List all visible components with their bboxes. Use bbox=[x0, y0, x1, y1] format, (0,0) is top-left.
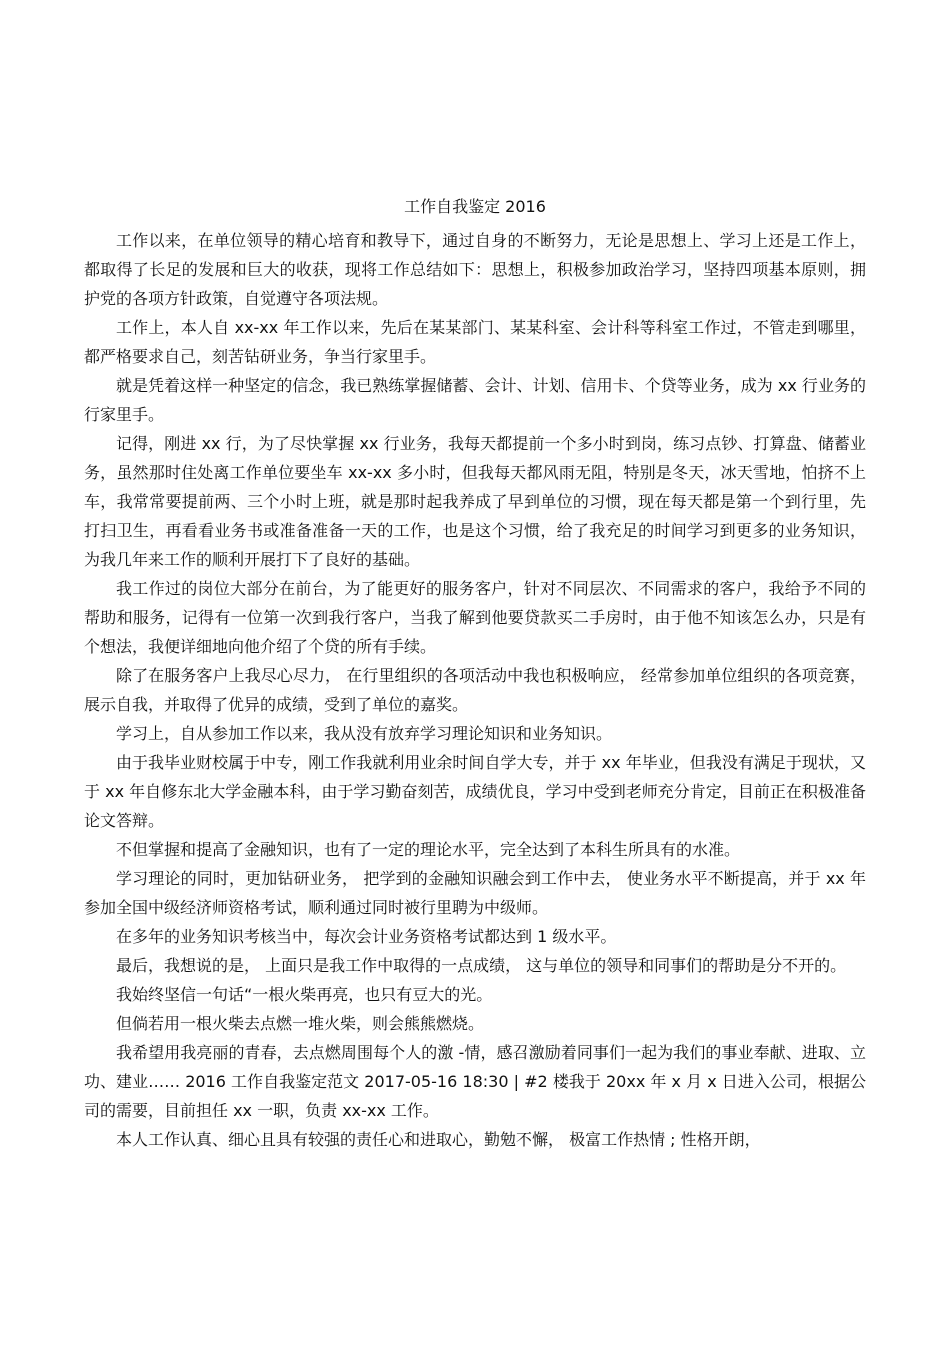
document-title: 工作自我鉴定 2016 bbox=[404, 197, 546, 216]
document-page bbox=[84, 190, 866, 1154]
paragraph-5: 我工作过的岗位大部分在前台，为了能更好的服务客户，针对不同层次、不同需求的客户，我给予不同的帮助和服务，记得有一位第一次到我行客户，当我了解到他要贷款买二手房时，由于他不知该怎么办，只是有个想法，我便详细地向他介绍了个贷的所有手续。 bbox=[84, 579, 866, 656]
paragraph-6: 除了在服务客户上我尽心尽力， 在行里组织的各项活动中我也积极响应， 经常参加单位组织的各项竞赛，展示自我，并取得了优异的成绩，受到了单位的嘉奖。 bbox=[84, 666, 866, 714]
paragraph-3: 就是凭着这样一种坚定的信念，我已熟练掌握储蓄、会计、计划、信用卡、个贷等业务，成为 xx 行业务的行家里手。 bbox=[84, 376, 866, 424]
paragraph-16: 本人工作认真、细心且具有较强的责任心和进取心，勤勉不懈， 极富工作热情 ; 性格开朗， bbox=[116, 1130, 761, 1149]
paragraph-1: 工作以来，在单位领导的精心培育和教导下，通过自身的不断努力，无论是思想上、学习上还是工作上，都取得了长足的发展和巨大的收获，现将工作总结如下：思想上，积极参加政治学习，坚持四项基本原则，拥护党的各项方针政策，自觉遵守各项法规。 bbox=[84, 231, 866, 308]
paragraph-14: 但倘若用一根火柴去点燃一堆火柴，则会熊熊燃烧。 bbox=[116, 1014, 485, 1033]
paragraph-10: 学习理论的同时，更加钻研业务， 把学到的金融知识融会到工作中去， 使业务水平不断提高，并于 xx 年参加全国中级经济师资格考试，顺利通过同时被行里聘为中级师。 bbox=[84, 869, 866, 917]
paragraph-2: 工作上，本人自 xx-xx 年工作以来，先后在某某部门、某某科室、会计科等科室工作过，不管走到哪里，都严格要求自己，刻苦钻研业务，争当行家里手。 bbox=[84, 318, 866, 366]
paragraph-7: 学习上，自从参加工作以来，我从没有放弃学习理论知识和业务知识。 bbox=[116, 724, 613, 743]
paragraph-13: 我始终坚信一句话“一根火柴再亮，也只有豆大的光。 bbox=[116, 985, 493, 1004]
paragraph-4: 记得，刚进 xx 行，为了尽快掌握 xx 行业务，我每天都提前一个多小时到岗，练习点钞、打算盘、储蓄业务，虽然那时住处离工作单位要坐车 xx-xx 多小时，但我每天都风雨无阻，特别是冬天，冰天雪地，怕挤不上车，我常常要提前两、三个小时上班，就是那时起我养成了早到单位的习惯，现在每天都是第一个到行里，先打扫卫生，再看看业务书或准备准备一天的工作，也是这个习惯，给了我充足的时间学习到更多的业务知识，为我几年来工作的顺利开展打下了良好的基础。 bbox=[84, 434, 866, 569]
paragraph-11: 在多年的业务知识考核当中，每次会计业务资格考试都达到 1 级水平。 bbox=[116, 927, 617, 946]
paragraph-12: 最后，我想说的是， 上面只是我工作中取得的一点成绩， 这与单位的领导和同事们的帮助是分不开的。 bbox=[116, 956, 847, 975]
paragraph-8: 由于我毕业财校属于中专，刚工作我就利用业余时间自学大专，并于 xx 年毕业，但我没有满足于现状，又于 xx 年自修东北大学金融本科，由于学习勤奋刻苦，成绩优良，学习中受到老师充分肯定，目前正在积极准备论文答辩。 bbox=[84, 753, 866, 830]
paragraph-15: 我希望用我亮丽的青春，去点燃周围每个人的激 -情，感召激励着同事们一起为我们的事业奉献、进取、立功、建业…… 2016 工作自我鉴定范文 2017-05-16 18:30 | #2 楼我于 20xx 年 x 月 x 日进入公司，根据公司的需要，目前担任 xx 一职，负责 xx-xx 工作。 bbox=[84, 1043, 866, 1120]
paragraph-9: 不但掌握和提高了金融知识，也有了一定的理论水平，完全达到了本科生所具有的水准。 bbox=[116, 840, 741, 859]
